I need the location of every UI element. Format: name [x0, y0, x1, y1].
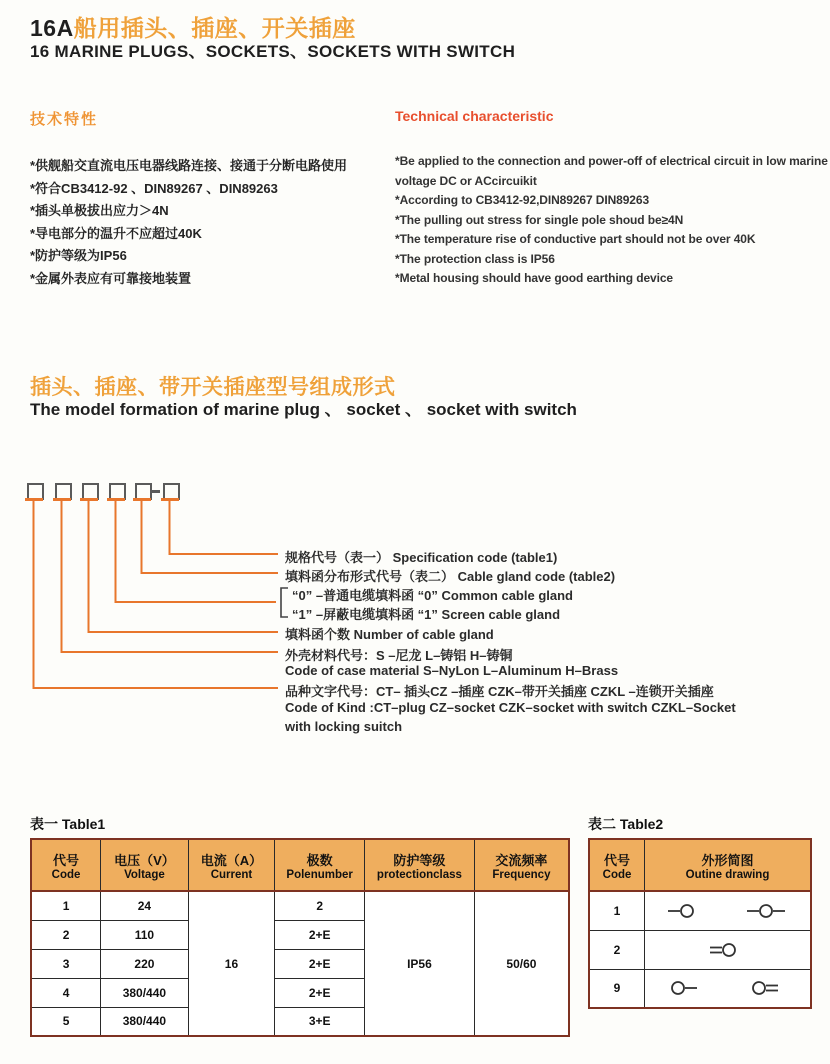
cell-code: 1	[589, 891, 645, 930]
table1-header-polenumber: 极数 Polenumber	[275, 839, 365, 891]
cell-code: 1	[31, 891, 101, 920]
gland-circle-line-icon	[667, 979, 707, 997]
tech-item-en: *Be applied to the connection and power-off of electrical circuit in low marine voltage DC or ACcircuikit	[395, 154, 828, 188]
tech-item-en: *The protection class is IP56	[395, 251, 555, 266]
tech-heading-en: Technical characteristic	[395, 108, 554, 124]
model-section-title-zh: 插头、插座、带开关插座型号组成形式	[30, 376, 396, 399]
table1	[30, 838, 570, 1037]
tech-item-zh: *符合CB3412-92 、DIN89267 、DIN89263	[30, 180, 278, 196]
cell-pole: 2+E	[275, 978, 365, 1007]
cell-pole: 2	[275, 891, 365, 920]
table2-header-row	[589, 839, 811, 891]
cell-voltage: 110	[101, 920, 189, 949]
cell-voltage: 24	[101, 891, 189, 920]
model-label-kind-code-en: Code of Kind :CT–plug CZ–socket CZK–socket with switch CZKL–Socket	[285, 700, 736, 715]
cell-code: 5	[31, 1007, 101, 1036]
cell-outline-drawing	[645, 930, 811, 969]
table1-header-row	[31, 839, 569, 891]
cell-code: 9	[589, 969, 645, 1008]
table2	[588, 838, 812, 1009]
cell-voltage: 380/440	[101, 978, 189, 1007]
gland-circle-double-line-icon	[748, 979, 788, 997]
cell-frequency-merged: 50/60	[474, 891, 569, 1036]
tech-item-zh: *防护等级为IP56	[30, 248, 127, 263]
model-label-gland-number: 填料函个数 Number of cable gland	[285, 627, 494, 642]
tech-item-zh: *导电部分的温升不应超过40K	[30, 225, 202, 241]
cell-pole: 2+E	[275, 920, 365, 949]
model-label-screen-gland: “1” –屏蔽电缆填料函 “1” Screen cable gland	[292, 607, 561, 622]
model-label-kind-code-en2: with locking suitch	[285, 719, 403, 734]
table2-row	[589, 930, 811, 969]
page-title-chinese: 船用插头、插座、开关插座	[73, 15, 356, 41]
cell-code: 2	[589, 930, 645, 969]
cell-outline-drawing	[645, 969, 811, 1008]
table2-caption: 表二 Table2	[588, 816, 664, 832]
table2-header-outline: 外形简图 Outine drawing	[645, 839, 811, 891]
cell-voltage: 220	[101, 949, 189, 978]
tech-item-zh: *插头单极拔出应力＞4N	[30, 203, 169, 218]
model-connector-lines	[0, 0, 300, 740]
tech-item-en: *The temperature rise of conductive part should not be over 40K	[395, 232, 756, 246]
table1-row	[31, 891, 569, 920]
page-subtitle: 16 MARINE PLUGS、SOCKETS、SOCKETS WITH SWITCH	[30, 42, 516, 61]
model-label-case-material-zh: 外壳材料代号：S –尼龙 L–铸铝 H–铸铜	[285, 648, 513, 663]
cell-pole: 3+E	[275, 1007, 365, 1036]
tech-item-zh: *金属外表应有可靠接地装置	[30, 270, 192, 286]
tech-list-en	[395, 152, 829, 289]
model-section-title-en: The model formation of marine plug 、 socket 、 socket with switch	[30, 400, 577, 419]
tech-item-en: *According to CB3412-92,DIN89267 DIN89263	[395, 193, 650, 207]
page-title-prefix: 16A	[30, 15, 74, 41]
model-label-common-gland: “0” –普通电缆填料函 “0” Common cable gland	[292, 588, 573, 603]
gland-line-circle-line-icon	[745, 902, 789, 920]
cell-code: 3	[31, 949, 101, 978]
table1-header-current: 电流（A） Current	[188, 839, 275, 891]
cell-pole: 2+E	[275, 949, 365, 978]
table1-header-frequency: 交流频率 Frequency	[474, 839, 569, 891]
tech-item-en: *Metal housing should have good earthing device	[395, 271, 674, 285]
gland-line-circle-icon	[666, 902, 706, 920]
cell-outline-drawing	[645, 891, 811, 930]
table2-row	[589, 891, 811, 930]
cell-protection-merged: IP56	[365, 891, 475, 1036]
bracket-icon	[281, 588, 288, 617]
cell-voltage: 380/440	[101, 1007, 189, 1036]
table1-header-code: 代号 Code	[31, 839, 101, 891]
gland-double-line-circle-icon	[708, 941, 748, 959]
model-label-kind-code-zh: 品种文字代号：CT– 插头CZ –插座 CZK–带开关插座 CZKL –连锁开关插座	[285, 684, 714, 699]
model-label-cable-gland-code: 填料函分布形式代号（表二） Cable gland code (table2)	[285, 569, 616, 584]
model-label-specification-code: 规格代号（表一） Specification code (table1)	[285, 550, 558, 565]
cell-code: 2	[31, 920, 101, 949]
table1-caption: 表一 Table1	[30, 816, 106, 832]
table2-header-code: 代号 Code	[589, 839, 645, 891]
tech-item-zh: *供舰船交直流电压电器线路连接、接通于分断电路使用	[30, 158, 348, 173]
cell-current-merged: 16	[188, 891, 275, 1036]
tech-heading-zh: 技术特性	[30, 111, 99, 128]
table2-row	[589, 969, 811, 1008]
model-label-case-material-en: Code of case material S–NyLon L–Aluminum H–Brass	[285, 663, 619, 678]
cell-code: 4	[31, 978, 101, 1007]
table1-header-protectionclass: 防护等级 protectionclass	[365, 839, 475, 891]
tech-item-en: *The pulling out stress for single pole shoud be≥4N	[395, 212, 684, 227]
table1-header-voltage: 电压（V） Voltage	[101, 839, 189, 891]
